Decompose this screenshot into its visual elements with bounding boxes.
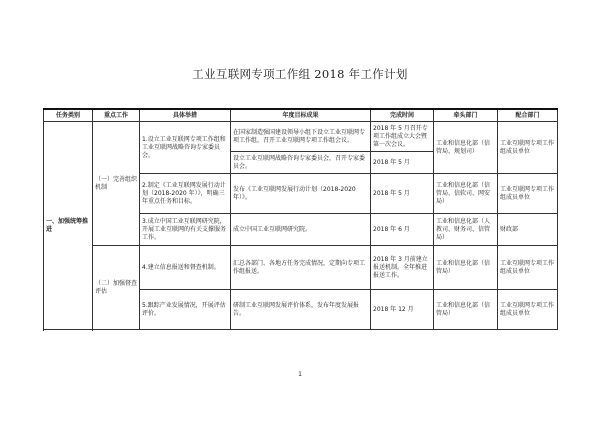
header-category: 任务类别 [44,109,93,122]
header-focus: 重点工作 [93,109,140,122]
goal-cell: 研制工业互联网发展评价体系，发布年度发展报告。 [231,290,371,330]
table-row [44,122,558,152]
lead-cell: 工业和信息化部（信管局、规划司） [434,122,498,174]
coop-cell: 工业互联网专项工作组成员单位 [498,246,558,290]
lead-cell: 工业和信息化部（信管局） [434,290,498,330]
goal-cell: 在国家制造强国建设领导小组下设立工业互联网专项工作组，召开工业互联网专项工作组会议。 [231,122,371,152]
header-time: 完成时间 [371,109,434,122]
header-row [44,109,558,122]
goal-cell: 设立工业互联网战略咨询专家委员会，召开专家委员会。 [231,152,371,174]
coop-cell: 财政部 [498,214,558,246]
header-measure: 具体举措 [140,109,231,122]
lead-cell: 工业和信息化部（信管局） [434,246,498,290]
measure-cell: 4.建立信息报送和督查机制。 [140,246,231,290]
work-plan-table [43,108,558,330]
goal-cell: 发布《工业互联网发展行动计划（2018-2020 年）》。 [231,174,371,214]
header-coop: 配合部门 [498,109,558,122]
goal-cell: 汇总各部门、各地方任务完成情况，定期向专项工作组报送。 [231,246,371,290]
measure-cell: 3.成立中国工业互联网研究院，开展工业互联网的有关支撑服务工作。 [140,214,231,246]
focus-cell-1: （一）完善组织机制 [93,122,140,246]
measure-cell: 2.制定《工业互联网发展行动计划（2018-2020 年）》，明确三年重点任务和目标。 [140,174,231,214]
measure-cell: 1.设立工业互联网专项工作组和工业互联网战略咨询专家委员会。 [140,122,231,174]
goal-cell: 成立中国工业互联网研究院。 [231,214,371,246]
category-cell: 一、加强统筹推进 [44,122,93,330]
time-cell: 2018 年 5 月召开专项工作组成立大会暨第一次会议。 [371,122,434,152]
focus-cell-2: （二）加强督查评估 [93,246,140,330]
lead-cell: 工业和信息化部（信管局、信软司、网安局） [434,174,498,214]
coop-cell: 工业互联网专项工作组成员单位 [498,122,558,174]
time-cell: 2018 年 3 月前建立报送机制，全年推进报送工作。 [371,246,434,290]
page-title: 工业互联网专项工作组 2018 年工作计划 [192,67,408,81]
header-goal: 年度目标成果 [231,109,371,122]
coop-cell: 工业互联网专项工作组成员单位 [498,174,558,214]
coop-cell: 工业互联网专项工作组成员单位 [498,290,558,330]
time-cell: 2018 年 5 月 [371,152,434,174]
header-lead: 牵头部门 [434,109,498,122]
measure-cell: 5.跟踪产业发展情况，开展评估评价。 [140,290,231,330]
lead-cell: 工业和信息化部（人教司、财务司、信管局） [434,214,498,246]
time-cell: 2018 年 12 月 [371,290,434,330]
time-cell: 2018 年 5 月 [371,174,434,214]
table-row [44,246,558,290]
page-number: 1 [298,371,302,378]
time-cell: 2018 年 6 月 [371,214,434,246]
